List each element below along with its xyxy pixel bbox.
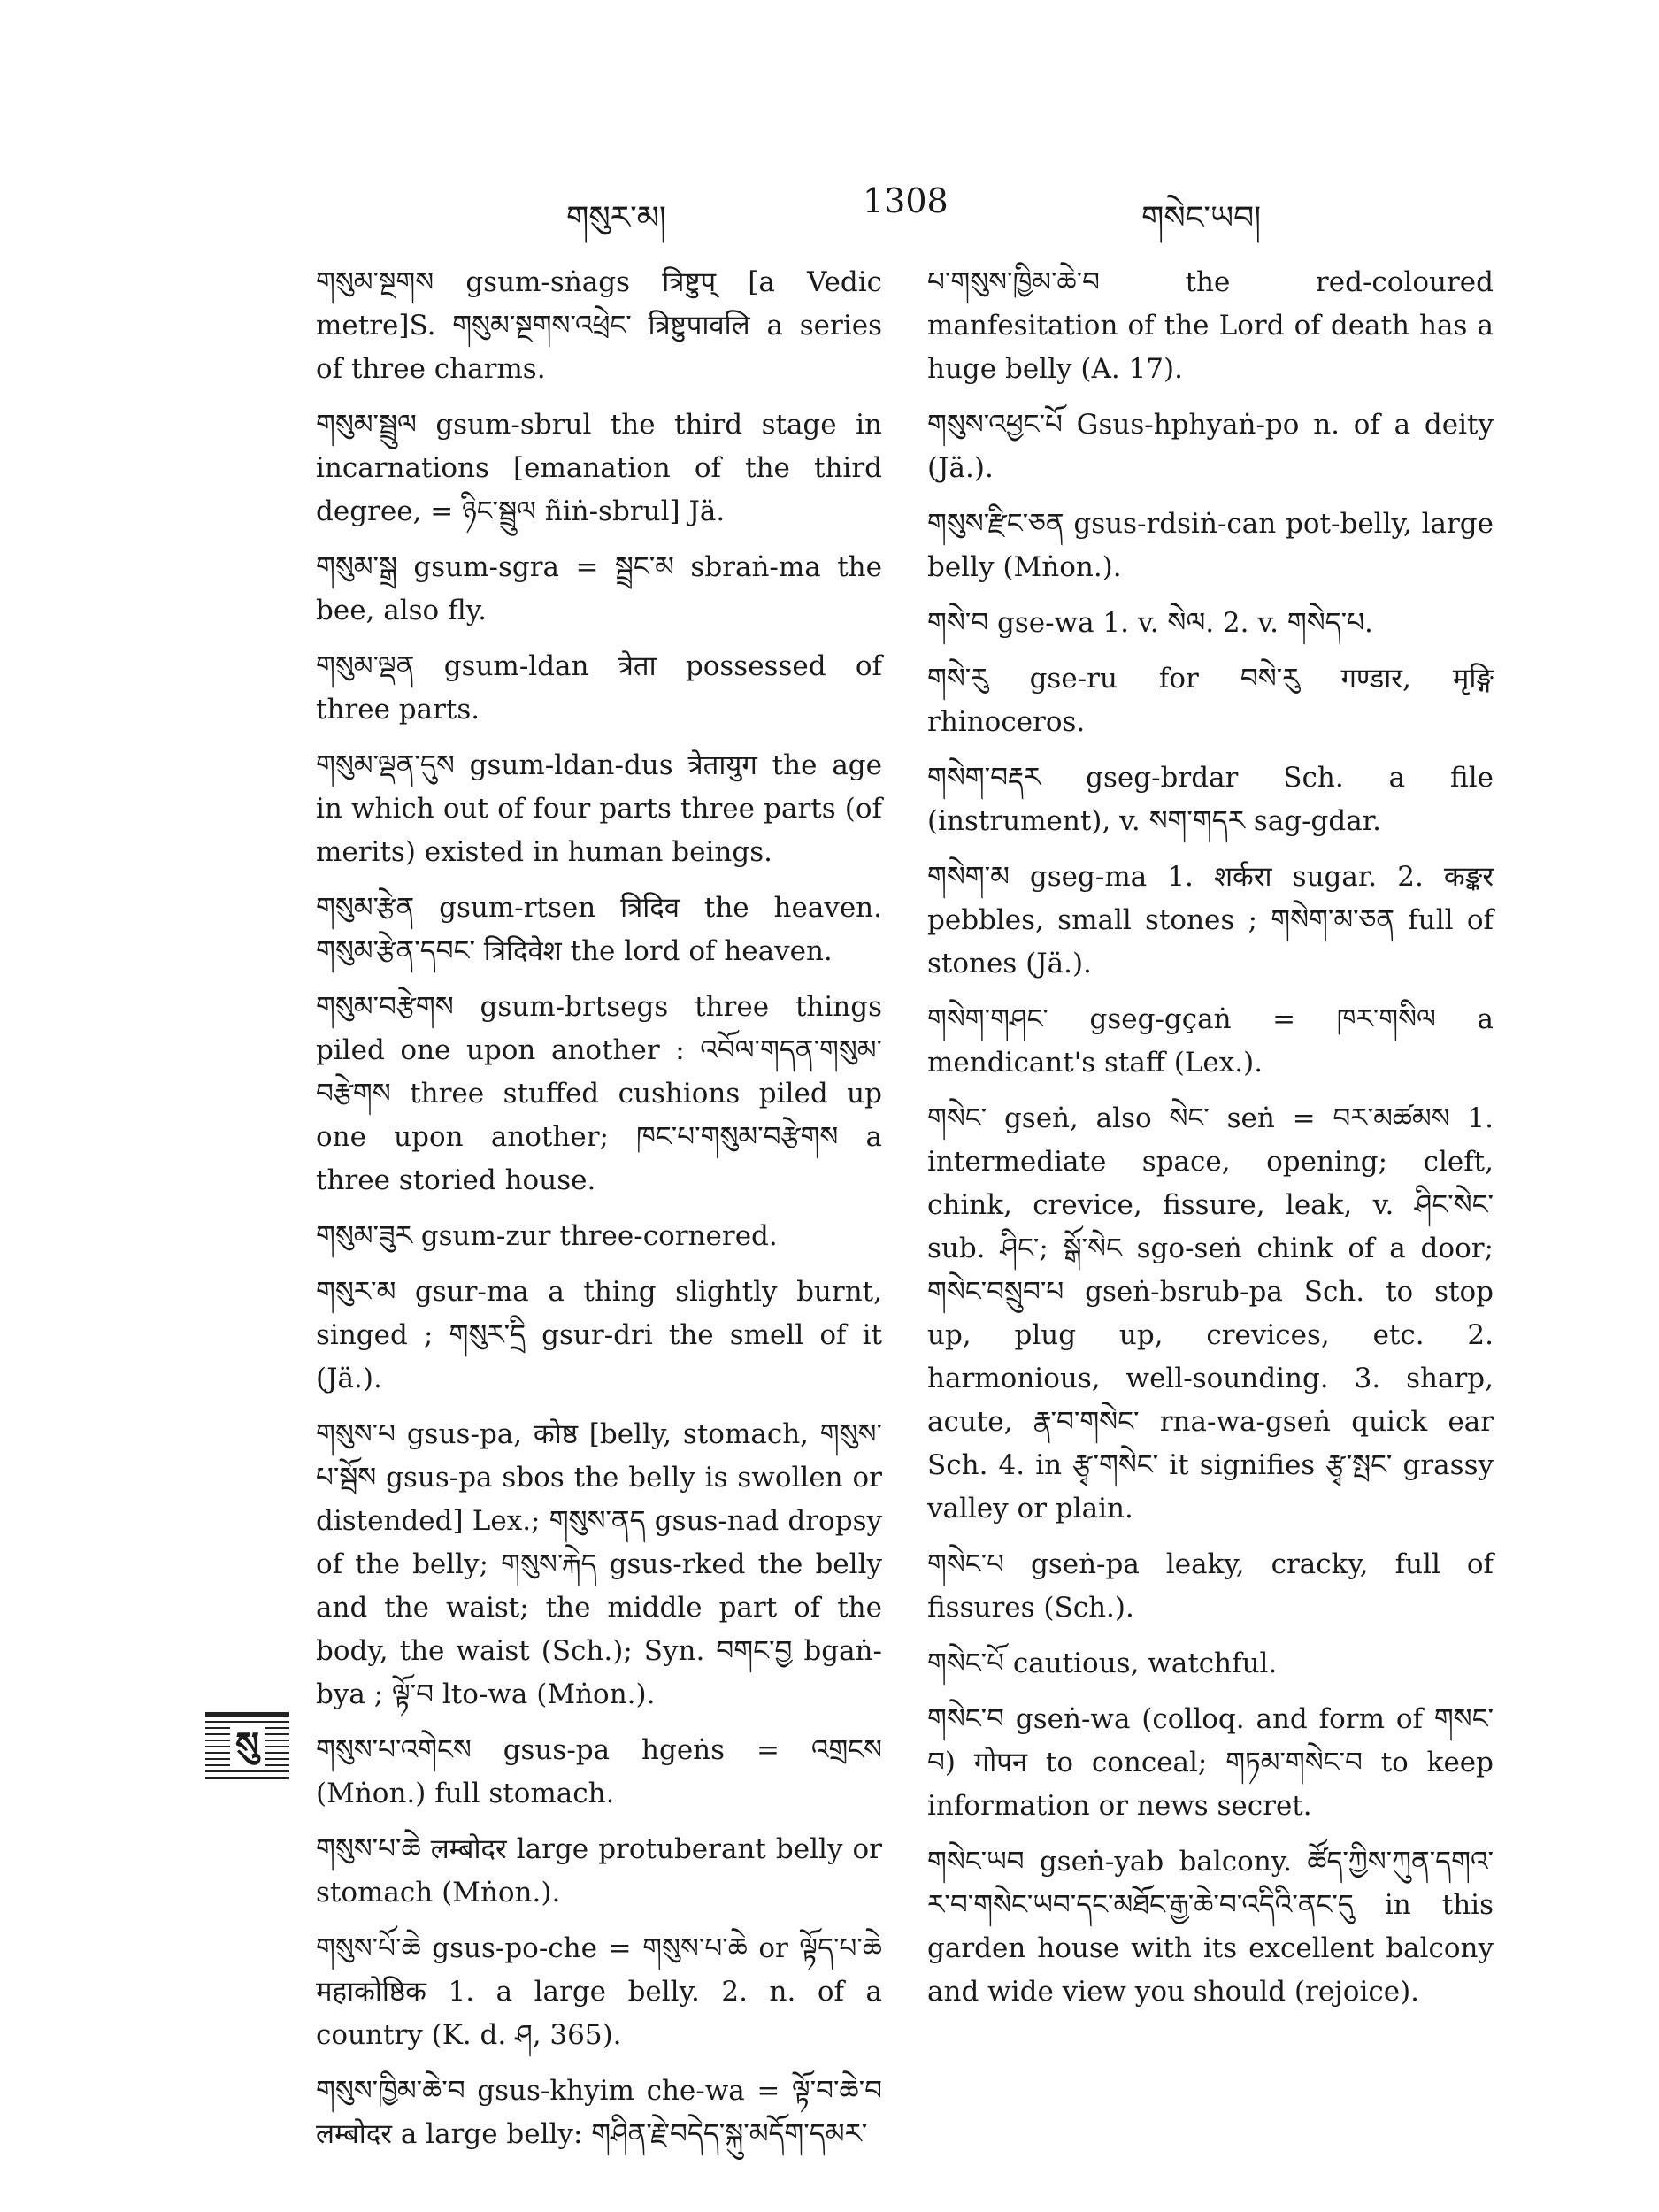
- entry-gsum-rtsen: གསུམ་རྩེན gsum-rtsen त्रिदिव the heaven. གསུམ་རྩེན་དབང་ त्रिदिवेश the lord of heaven.: [316, 892, 882, 967]
- entry-gsum-sngags: གསུམ་སྔགས gsum-sṅags त्रिष्टुप् [a Vedic metre]S. གསུམ་སྔགས་འཕྲེང་ त्रिष्टुपावलि a series of three charms.: [316, 266, 882, 385]
- entry-gsus-po-che: གསུས་པོ་ཆེ gsus-po-che = གསུས་པ་ཆེ or ལྟོད་པ་ཆེ महाकोष्ठिक 1. a large belly. 2. n. of a country (K. d. ཤ, 365).: [316, 1932, 882, 2051]
- entry-gsum-brtsegs: གསུམ་བརྩེགས gsum-brtsegs three things piled one upon another : འབོལ་གདན་གསུམ་བརྩེགས three stuffed cushions piled up one upon another; ཁང་པ་གསུམ་བརྩེགས a three storied house.: [316, 991, 882, 1196]
- entry-gsum-ldan-dus: གསུམ་ལྡན་དུས gsum-ldan-dus त्रेतायुग the age in which out of four parts three parts (of merits) existed in human beings.: [316, 749, 882, 868]
- entry-gsus-rdsing-can: གསུས་རྫིང་ཅན gsus-rdsiṅ-can pot-belly, large belly (Mṅon.).: [927, 508, 1494, 583]
- entry-gsum-sbrul: གསུམ་སྦྲུལ gsum-sbrul the third stage in incarnations [emanation of the third degree, = ཉིང་སྦྲུལ ñiṅ-sbrul] Jä.: [316, 409, 882, 527]
- entry-gsus-pa-che: གསུས་པ་ཆེ लम्बोदर large protuberant belly or stomach (Mṅon.).: [316, 1833, 882, 1909]
- running-head-left: གསུར་མ།: [566, 200, 666, 236]
- right-column: [927, 261, 1494, 2026]
- entry-gseng-yab: གསེང་ཡབ gseṅ-yab balcony. ཚོད་ཀྱིས་ཀུན་དགའ་ར་བ་གསེང་ཡབ་དང་མཐོང་རྒྱ་ཆེ་བ་འདིའི་ནང་དུ in this garden house with its excellent balcony and wide view you should (rejoice).: [927, 1846, 1494, 2008]
- entry-gseng-pa: གསེང་པ gseṅ-pa leaky, cracky, full of fissures (Sch.).: [927, 1548, 1494, 1624]
- entry-gseg-gcang: གསེག་གཤང་ gseg-gçaṅ = ཁར་གསིལ a mendicant's staff (Lex.).: [927, 1003, 1494, 1079]
- entry-gsum-sgra: གསུམ་སྒྲ gsum-sgra = སྦྲང་མ sbraṅ-ma the bee, also fly.: [316, 551, 882, 626]
- page-number: 1308: [863, 181, 949, 220]
- entry-gseng: གསེང་ gseṅ, also སེང་ seṅ = བར་མཚམས 1. intermediate space, opening; cleft, chink, crevice, fissure, leak, v. ཤིང་སེང་ sub. ཤིང་; སྒོ་སེང sgo-seṅ chink of a door; གསེང་བསྲུབ་པ gseṅ-bsrub-pa Sch. to stop up, plug up, crevices, etc. 2. harmonious, well-sounding. 3. sharp, acute, རྣ་བ་གསེང་ rna-wa-gseṅ quick ear Sch. 4. in རྩྭ་གསེང་ it signifies རྩྭ་སྤང་ grassy valley or plain.: [927, 1102, 1494, 1525]
- entry-gsur-ma: གསུར་མ gsur-ma a thing slightly burnt, singed ; གསུར་དྲི gsur-dri the smell of it (Jä.).: [316, 1276, 882, 1394]
- page-header: [0, 181, 1659, 234]
- entry-continuation: པ་གསུས་ཁྱིམ་ཆེ་བ the red-coloured manfesitation of the Lord of death has a huge belly (A. 17).: [927, 266, 1494, 385]
- entry-gseg-brdar: གསེག་བརྡར gseg-brdar Sch. a file (instrument), v. སག་གདར sag-gdar.: [927, 762, 1494, 837]
- entry-gsus-hphyang-po: གསུས་འཕྱང་པོ Gsus-hphyaṅ-po n. of a deity (Jä.).: [927, 409, 1494, 484]
- entry-gsus-pa: གསུས་པ gsus-pa, कोष्ठ [belly, stomach, གསུས་པ་སྦོས gsus-pa sbos the belly is swollen or distended] Lex.; གསུས་ནད gsus-nad dropsy of the belly; གསུས་རྐེད gsus-rked the belly and the waist; the middle part of the body, the waist (Sch.); Syn. བགང་བྱ bgaṅ-bya ; ལྟོ་བ lto-wa (Mṅon.).: [316, 1418, 882, 1710]
- entry-gse-wa: གསེ་བ gse-wa 1. v. སེལ. 2. v. གསེད་པ.: [927, 607, 1373, 639]
- entry-gseng-po: གསེང་པོ cautious, watchful.: [927, 1647, 1278, 1679]
- entry-gsum-zur: གསུམ་ཟུར gsum-zur three-cornered.: [316, 1220, 778, 1252]
- entry-gseng-wa: གསེང་བ gseṅ-wa (colloq. and form of གསང་བ) गोपन to conceal; གཏམ་གསེང་བ to keep information or news secret.: [927, 1703, 1494, 1822]
- entry-gsus-khyim-che-wa: གསུས་ཁྱིམ་ཆེ་བ gsus-khyim che-wa = ལྟོ་བ་ཆེ་བ लम्बोदर a large belly: གཤིན་རྗེ་བདེད་སྐུ་མདོག་དམར་: [316, 2075, 882, 2150]
- entry-gseg-ma: གསེག་མ gseg-ma 1. शर्करा sugar. 2. कङ्कर pebbles, small stones ; གསེག་མ་ཅན full of stones (Jä.).: [927, 861, 1494, 979]
- section-marker-letter: སུ: [230, 1724, 265, 1767]
- entry-gse-ru: གསེ་རུ gse-ru for བསེ་རུ गण्डार, मृङ्गि rhinoceros.: [927, 663, 1494, 738]
- entry-gsus-pa-hgengs: གསུས་པ་འགེངས gsus-pa hgeṅs = འགྲངས (Mṅon.) full stomach.: [316, 1734, 882, 1809]
- entry-gsum-ldan: གསུམ་ལྡན gsum-ldan त्रेता possessed of three parts.: [316, 650, 882, 726]
- section-marker: [205, 1712, 289, 1779]
- left-column: [316, 261, 882, 2169]
- running-head-right: གསེང་ཡབ།: [1141, 200, 1262, 236]
